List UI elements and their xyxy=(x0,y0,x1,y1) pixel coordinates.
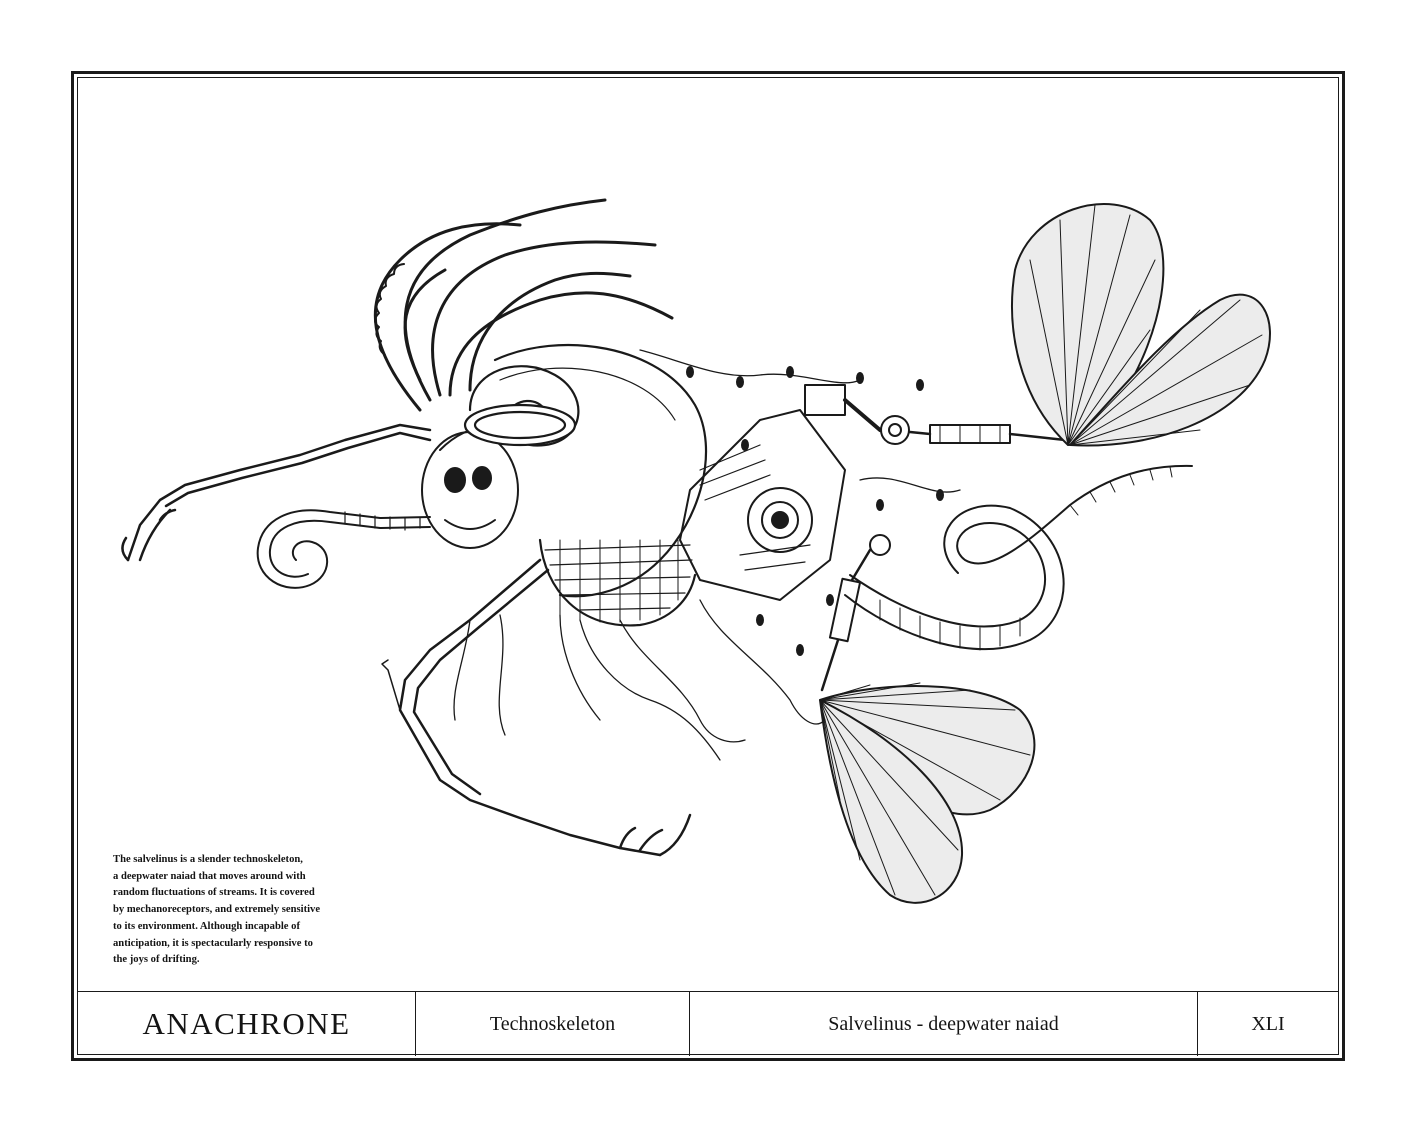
category-label: Technoskeleton xyxy=(416,992,690,1056)
plate-footer xyxy=(78,991,1338,1056)
antennae xyxy=(375,200,672,410)
ammonite xyxy=(465,366,578,445)
species-description xyxy=(113,852,363,969)
description-line: to its environment. Although incapable of xyxy=(113,920,300,932)
description-line: The salvelinus is a slender technoskeleton, xyxy=(113,854,303,865)
description-line: the joys of drifting. xyxy=(113,954,200,966)
description-line: a deepwater naiad that moves around with xyxy=(113,870,306,882)
segmented-tail xyxy=(845,466,1192,650)
upper-wings xyxy=(1012,204,1270,446)
description-line: random fluctuations of streams. It is covered xyxy=(113,887,315,899)
coiled-tube xyxy=(258,510,430,588)
description-line: anticipation, it is spectacularly responsive to xyxy=(113,937,313,949)
description-line: by mechanoreceptors, and extremely sensitive xyxy=(113,904,321,916)
buds xyxy=(686,366,944,656)
species-label: Salvelinus - deepwater naiad xyxy=(690,992,1198,1056)
plate-number: XLI xyxy=(1251,1012,1285,1035)
series-title: ANACHRONE xyxy=(78,992,416,1056)
lower-left-leg xyxy=(382,560,690,855)
lower-wings xyxy=(820,686,1034,903)
upper-left-leg xyxy=(122,425,430,560)
upper-wing-arm xyxy=(910,425,1065,443)
mechanical-core xyxy=(680,385,909,600)
shell-body xyxy=(495,345,706,625)
